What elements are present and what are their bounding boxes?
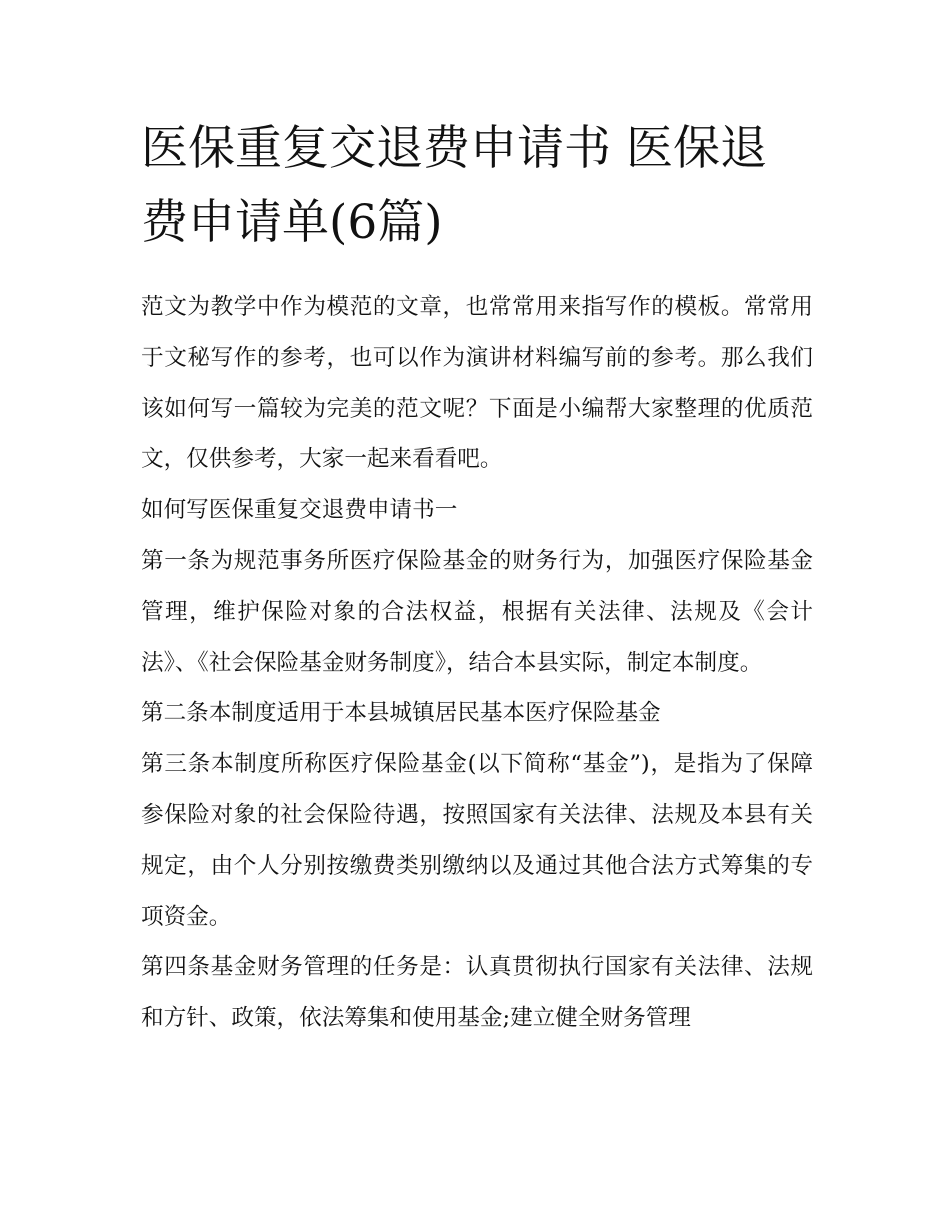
paragraph-article-4: 第四条基金财务管理的任务是：认真贯彻执行国家有关法律、法规和方针、政策，依法筹集和使用基金;建立健全财务管理 — [141, 954, 813, 1032]
paragraph-intro: 范文为教学中作为模范的文章，也常常用来指写作的模板。常常用于文秘写作的参考，也可以作为演讲材料编写前的参考。那么我们该如何写一篇较为完美的范文呢？下面是小编帮大家整理的优质范文，仅供参考，大家一起来看看吧。 — [141, 294, 813, 473]
paragraph-article-2: 第二条本制度适用于本县城镇居民基本医疗保险基金 — [141, 700, 661, 727]
document-body — [141, 282, 813, 1044]
document-title: 医保重复交退费申请书 医保退费申请单(6篇) — [141, 121, 767, 250]
paragraph-article-3: 第三条本制度所称医疗保险基金(以下简称“基金”)，是指为了保障参保险对象的社会保险待遇，按照国家有关法律、法规及本县有关规定，由个人分别按缴费类别缴纳以及通过其他合法方式筹集的专项资金。 — [141, 751, 813, 930]
paragraph-article-1: 第一条为规范事务所医疗保险基金的财务行为，加强医疗保险基金管理，维护保险对象的合法权益，根据有关法律、法规及《会计法》、《社会保险基金财务制度》，结合本县实际，制定本制度。 — [141, 547, 813, 676]
document-page — [141, 112, 813, 1044]
paragraph-section-heading: 如何写医保重复交退费申请书一 — [141, 497, 458, 524]
